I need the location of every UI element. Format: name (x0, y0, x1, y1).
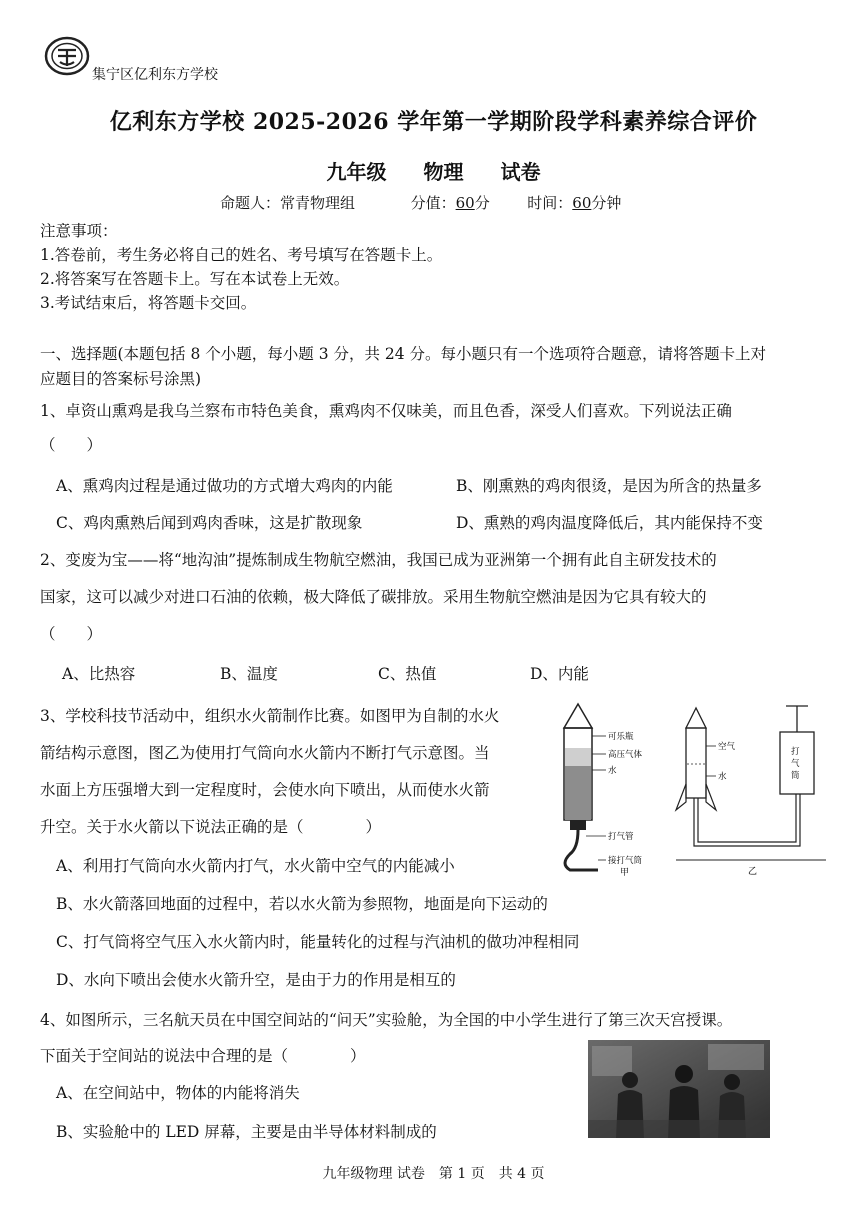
astronauts-photo (588, 1040, 770, 1138)
question-3-option-c: C、打气筒将空气压入水火箭内时，能量转化的过程与汽油机的做功冲程相同 (56, 933, 580, 951)
question-3-option-b: B、水火箭落回地面的过程中，若以水火箭为参照物，地面是向下运动的 (56, 895, 548, 913)
question-1-option-b: B、刚熏熟的鸡肉很烫，是因为所含的热量多 (456, 477, 762, 495)
note-item: 1.答卷前，考生务必将自己的姓名、考号填写在答题卡上。 (40, 246, 443, 264)
question-1-option-d: D、熏熟的鸡肉温度降低后，其内能保持不变 (456, 514, 763, 532)
label-to-pump: 接打气筒 (608, 856, 643, 866)
caption-yi: 乙 (748, 867, 758, 876)
question-3-stem: 3、学校科技节活动中，组织水火箭制作比赛。如图甲为自制的水火 (40, 707, 500, 725)
question-1-option-c: C、鸡肉熏熟后闻到鸡肉香味，这是扩散现象 (56, 514, 363, 532)
exam-subtitle (0, 156, 867, 185)
section-heading-cont: 应题目的答案标号涂黑) (40, 370, 202, 388)
school-mark-text: 集宁区亿利东方学校 (92, 67, 218, 83)
question-4-option-b: B、实验舱中的 LED 屏幕，主要是由半导体材料制成的 (56, 1123, 437, 1141)
question-3-stem-cont: 箭结构示意图，图乙为使用打气筒向水火箭内不断打气示意图。当 (40, 744, 490, 762)
label-cola-bottle: 可乐瓶 (608, 732, 634, 742)
question-3-option-a: A、利用打气筒向水火箭内打气，水火箭中空气的内能减小 (56, 857, 455, 875)
question-3-stem-cont: 水面上方压强增大到一定程度时，会使水向下喷出，从而使水火箭 (40, 781, 490, 799)
label-pump-1: 打 (791, 747, 800, 757)
label-pump-3: 筒 (791, 771, 800, 781)
question-2-option-a: A、比热容 (62, 665, 136, 683)
question-4-stem: 4、如图所示，三名航天员在中国空间站的“问天”实验舱，为全国的中小学生进行了第三次天宫授课。 (40, 1011, 733, 1029)
question-2-stem: 2、变废为宝——将“地沟油”提炼制成生物航空燃油，我国已成为亚洲第一个拥有此自主研发技术的 (40, 551, 717, 569)
score-value: 60 (455, 194, 475, 212)
water-rocket-figure (548, 698, 838, 876)
question-1-stem: 1、卓资山熏鸡是我乌兰察布市特色美食，熏鸡肉不仅味美，而且色香，深受人们喜欢。下列说法正确 (40, 402, 732, 420)
author: 常青物理组 (280, 194, 356, 212)
question-3-stem-cont: 升空。关于水火箭以下说法正确的是（ ） (40, 818, 382, 836)
time-value: 60 (572, 194, 592, 212)
paper-label: 试卷 (500, 160, 541, 184)
question-2-stem-cont: 国家，这可以减少对进口石油的依赖，极大降低了碳排放。采用生物航空燃油是因为它具有较大的 (40, 588, 707, 606)
question-1-option-a: A、熏鸡肉过程是通过做功的方式增大鸡肉的内能 (56, 477, 393, 495)
figure-jia (564, 704, 643, 876)
question-3-option-d: D、水向下喷出会使水火箭升空，是由于力的作用是相互的 (56, 971, 456, 989)
grade-label: 九年级 (326, 160, 387, 184)
page-footer: 九年级物理 试卷 第 1 页 共 4 页 (322, 1166, 545, 1182)
caption-jia: 甲 (620, 868, 630, 876)
question-2-option-c: C、热值 (378, 665, 437, 683)
notes-heading: 注意事项： (40, 222, 118, 240)
note-item: 3.考试结束后，将答题卡交回。 (40, 294, 257, 312)
label-water: 水 (608, 766, 617, 776)
label-high-pressure-gas: 高压气体 (608, 750, 643, 760)
question-1-bracket: （ ） (40, 436, 103, 454)
figure-yi (676, 706, 826, 876)
exam-title: 亿利东方学校 2025-2026 学年第一学期阶段学科素养综合评价 (109, 109, 758, 135)
question-2-option-d: D、内能 (530, 665, 589, 683)
school-logo (44, 36, 90, 76)
question-4-option-a: A、在空间站中，物体的内能将消失 (56, 1084, 300, 1102)
label-water-yi: 水 (718, 772, 727, 782)
subject-label: 物理 (423, 160, 464, 184)
note-item: 2.将答案写在答题卡上。写在本试卷上无效。 (40, 270, 350, 288)
question-2-option-b: B、温度 (220, 665, 278, 683)
label-pump-2: 气 (791, 759, 800, 769)
label-air-tube: 打气管 (608, 832, 634, 842)
section-heading: 一、选择题(本题包括 8 个小题，每小题 3 分，共 24 分。每小题只有一个选项符合题意，请将答题卡上对 (40, 345, 767, 363)
exam-meta: 命题人：常青物理组 分值：60分 时间：60分钟 (220, 194, 622, 212)
question-2-bracket: （ ） (40, 625, 103, 643)
school-emblem-icon (44, 36, 90, 76)
question-4-stem-cont: 下面关于空间站的说法中合理的是（ ） (40, 1047, 366, 1065)
label-air: 空气 (718, 742, 736, 752)
